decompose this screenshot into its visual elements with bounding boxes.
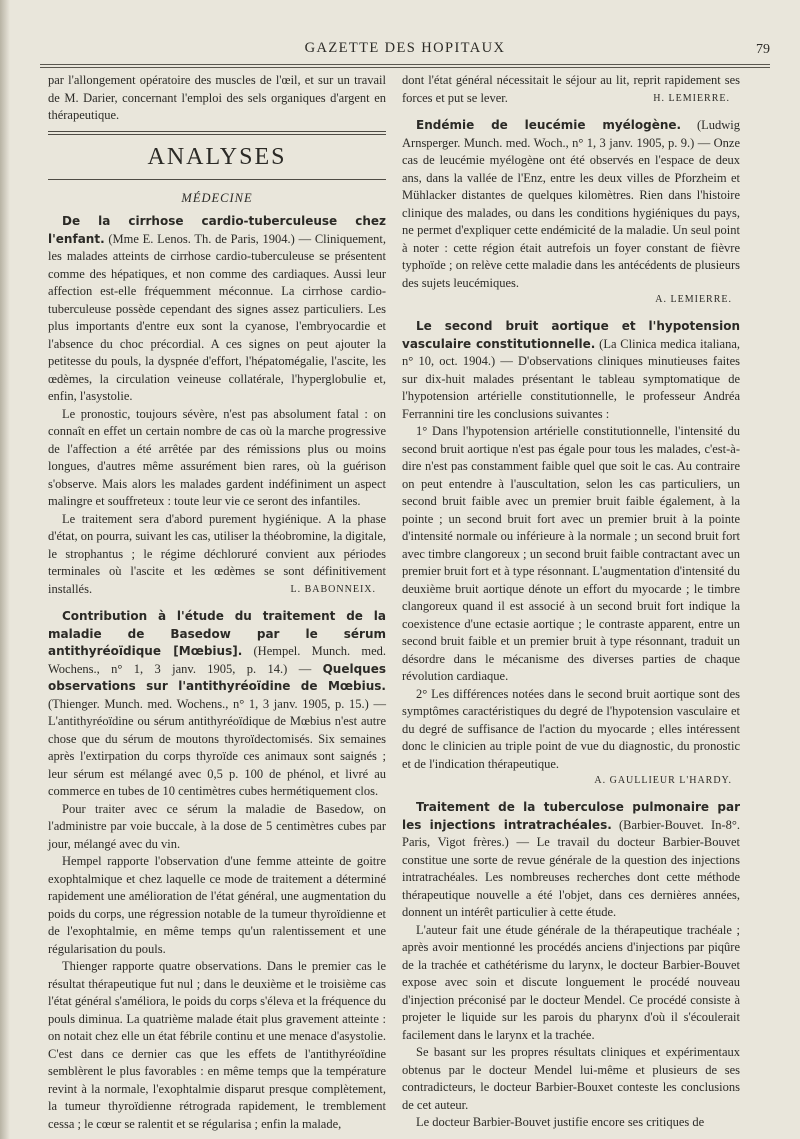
- article-paragraph: Thienger rapporte quatre observations. Dans le premier cas le résultat thérapeutique fut nul ; dans le deuxième et le troisième cas l'état général s'améliora, le poids du corps s'éleva et la fréquence du pouls diminua. La quatrième malade était plus gravement atteinte : on notait chez elle un état fébrile continu et une menace d'asystolie. C'est dans ce dernier cas que les effets de l'antithyréoïdine semblèrent le plus favorables : en même temps que la température revint à la normale, l'exophtalmie disparut presque complètement, la tumeur thyroïdienne rétrograda rapidement, le tremblement cessa ; le cœur se ralentit et se régularisa ; enfin la malade,: [48, 959, 386, 1131]
- author-signature: L. BABONNEIX.: [290, 583, 376, 595]
- author-signature: H. LEMIERRE.: [653, 92, 730, 104]
- article-paragraph: [48, 511, 386, 599]
- article-paragraph: 2° Les différences notées dans le second bruit aortique sont des symptômes caractéristiques du degré de l'hypotension vasculaire et du degré de suffisance de l'action du myocarde ; elles intéressent donc le clinicien au triple point de vue du diagnostic, du pronostic et de l'indication thérapeutique.: [402, 686, 740, 771]
- article-body: (Ludwig Arnsperger. Munch. med. Woch., n° 1, 3 janv. 1905, p. 9.) — Onze cas de leucémie myélogène ont été observés en l'espace de deux ans, dans la vallée de l'Enz, entre les deux villes de Pforzheim et Mühlacker distantes de quelques kilomètres. Rien dans l'histoire clinique des malades, ou dans les conditions hygiéniques du pays, ne permet d'expliquer cette endémicité de la maladie. Un seul point à noter : cette région était autrefois un foyer constant de fièvre typhoïde ; on relève cette maladie dans les antécédents de plusieurs des sujets leucémiques.: [402, 118, 740, 290]
- article-paragraph: Hempel rapporte l'observation d'une femme atteinte de goitre exophtalmique et chez laquelle ce mode de traitement a déterminé rapidement une amélioration de l'état général, une augmentation du poids du corps, une régression notable de la tumeur thyroïdienne et de l'exophtalmie, en même temps qu'un ralentissement et une régularisation du pouls.: [48, 854, 386, 956]
- right-column: [402, 72, 740, 1132]
- article-paragraph-text: Le traitement sera d'abord purement hygiénique. A la phase d'état, on pourra, suivant les cas, utiliser la théobromine, la digitale, le strophantus ; le régime déchloruré convient aux périodes terminales où l'ascite et les œdèmes se sont définitivement installés.: [48, 511, 386, 596]
- author-signature: A. LEMIERRE.: [655, 294, 732, 305]
- article-paragraph: Se basant sur les propres résultats cliniques et expérimentaux obtenus par le docteur Mendel lui-même et plusieurs de ses contradicteurs, le docteur Barbier-Bouxet conteste les conclusions de cet auteur.: [402, 1045, 740, 1112]
- article-bruit-aortique: [402, 318, 740, 423]
- article-body: (Thienger. Munch. med. Wochens., n° 1, 3 janv. 1905, p. 15.) — L'antithyréoïdine ou sérum antithyréoïdique de Mœbius n'est autre chose que du sérum de moutons thyroïdectomisés. Six semaines après l'extirpation du corps thyroïde ces animaux sont saignés ; leur sérum est mélangé avec 0,5 p. 100 de phénol, et livré au commerce en tubes de 10 centimètres cubes hermétiquement clos.: [48, 696, 386, 798]
- article-body: (La Clinica medica italiana, n° 10, oct. 1904.) — D'observations cliniques minutieuses faites sur dix-huit malades présentant le tableau symptomatique de l'hypotension artérielle constitutionnelle, le professeur Andréa Ferrannini tire les conclusions suivantes :: [402, 336, 741, 421]
- section-rule-top: [48, 131, 386, 132]
- section-rule-bottom: [48, 179, 386, 180]
- spacer: [402, 308, 740, 318]
- author-signature: A. GAULLIEUR L'HARDY.: [594, 775, 732, 786]
- spacer: [402, 107, 740, 117]
- continued-text: dont l'état général nécessitait le séjour au lit, reprit rapidement ses forces et put se lever.: [402, 73, 740, 105]
- page-number: 79: [756, 42, 770, 57]
- article-paragraph: Pour traiter avec ce sérum la maladie de Basedow, on l'administre par voie buccale, à la dose de 5 centimètres cubes par jour, mélangé avec du vin.: [48, 801, 386, 851]
- article-leucemie: [402, 117, 740, 292]
- page-spine-shadow: [0, 0, 10, 1139]
- article-title: Le second bruit aortique et l'hypotension vasculaire constitutionnelle.: [402, 319, 740, 351]
- article-tuberculose: [402, 799, 740, 922]
- article-body: (Mme E. Lenos. Th. de Paris, 1904.) — Cliniquement, les malades atteints de cirrhose cardio-tuberculeuse se présentent comme des hépatiques, et non comme des cardiaques. Aussi leur affection est-elle fréquemment méconnue. La cirrhose cardio-tuberculeuse possède cependant des signes assez particuliers. Les plus importants d'entre eux sont la cyanose, l'embryocardie et l'absence du choc précordial. A ces signes on peut ajouter la petitesse du pouls, la dyspnée d'effort, l'hépatomégalie, l'ascite, les œdèmes, la circulation veineuse collatérale, l'hyperglobulie et, enfin, l'asystolie.: [48, 231, 386, 403]
- article-basedow: [48, 608, 386, 801]
- article-paragraph: Le pronostic, toujours sévère, n'est pas absolument fatal : on connaît en effet un certain nombre de cas où la marche progressive de l'affection a été arrêtée par des rémissions plus ou moins longues, d'autres même assurément bien rares, où la guérison s'observe. Mais alors les malades gardent indéfiniment un aspect malingre et souffreteux : toute leur vie ce seront des infantiles.: [48, 406, 386, 508]
- subsection-heading: MÉDECINE: [181, 190, 253, 205]
- continued-paragraph: [402, 72, 740, 107]
- article-title: Quelques observations sur l'antithyréoïdine de Mœbius.: [48, 661, 386, 693]
- article-paragraph: 1° Dans l'hypotension artérielle constitutionnelle, l'intensité du second bruit aortique n'est pas égale pour tous les malades, c'est-à-dire n'est pas constamment faible quel que soit le cas. Au contraire on peut entendre à l'auscultation, selon les cas particuliers, un second bruit faible avec un premier bruit faible également, à la pointe ; un second bruit fort avec un premier bruit à la pointe d'intensité normale ou inférieure à la normale ; un second bruit fort avec timbre clangoreux ; un second bruit faible contractant avec un premier bruit fort et à type résonnant. L'augmentation d'intensité du deuxième bruit aortique dénote un effort du myocarde ; le timbre clangoreux quand il est associé à un second bruit fort indique la coexistence d'une ectasie aortique ; le contraste apparent, entre un second bruit faible et un premier bruit à type résonnant, traduit un désordre dans le mécanisme des diverses parties de chaque révolution cardiaque.: [402, 424, 740, 683]
- header-rule: [40, 64, 770, 65]
- section-title: ANALYSES: [147, 143, 287, 170]
- intro-paragraph: par l'allongement opératoire des muscles de l'œil, et sur un travail de M. Darier, concernant l'emploi des sels organiques d'argent en thérapeutique.: [48, 73, 386, 122]
- section-rule-top-2: [48, 134, 386, 135]
- left-column: [48, 72, 386, 1133]
- article-title: Endémie de leucémie myélogène.: [416, 118, 682, 132]
- spacer: [48, 598, 386, 608]
- article-paragraph: Le docteur Barbier-Bouvet justifie encore ses critiques de: [416, 1115, 705, 1129]
- article-cirrhose: [48, 213, 386, 406]
- article-body: (Barbier-Bouvet. In-8°. Paris, Vigot frères.) — Le travail du docteur Barbier-Bouvet constitue une sorte de revue générale de la question des injections intratrachéales. Les nombreuses recherches dont cette méthode thérapeutique nouvelle a été l'objet, dans ces dernières années, donnent un intérêt particulier à cette étude.: [402, 817, 740, 919]
- journal-title: GAZETTE DES HOPITAUX: [304, 40, 506, 56]
- running-header: [40, 40, 770, 62]
- article-paragraph: L'auteur fait une étude générale de la thérapeutique trachéale ; après avoir mentionné les procédés anciens d'injections par piqûre de la trachée et cathétérisme du larynx, le docteur Barbier-Bouvet expose avec soin et discute longuement le procédé nouveau d'injection préconisé par le docteur Mendel. Ce procédé consiste à projeter le liquide sur les parois du pharynx d'où il s'écoulerait facilement dans le larynx et la trachée.: [402, 922, 740, 1042]
- article-title: Contribution à l'étude du traitement de la maladie de Basedow par le sérum antithyréoïdique [Mœbius].: [48, 609, 386, 658]
- spacer: [402, 789, 740, 799]
- header-rule-2: [40, 67, 770, 68]
- article-title: Traitement de la tuberculose pulmonaire par les injections intratrachéales.: [402, 800, 740, 832]
- article-title: De la cirrhose cardio-tuberculeuse chez l'enfant.: [48, 214, 386, 246]
- article-reference: (Hempel. Munch. med. Wochens., n° 1, 3 janv. 1905, p. 14.) —: [48, 644, 387, 676]
